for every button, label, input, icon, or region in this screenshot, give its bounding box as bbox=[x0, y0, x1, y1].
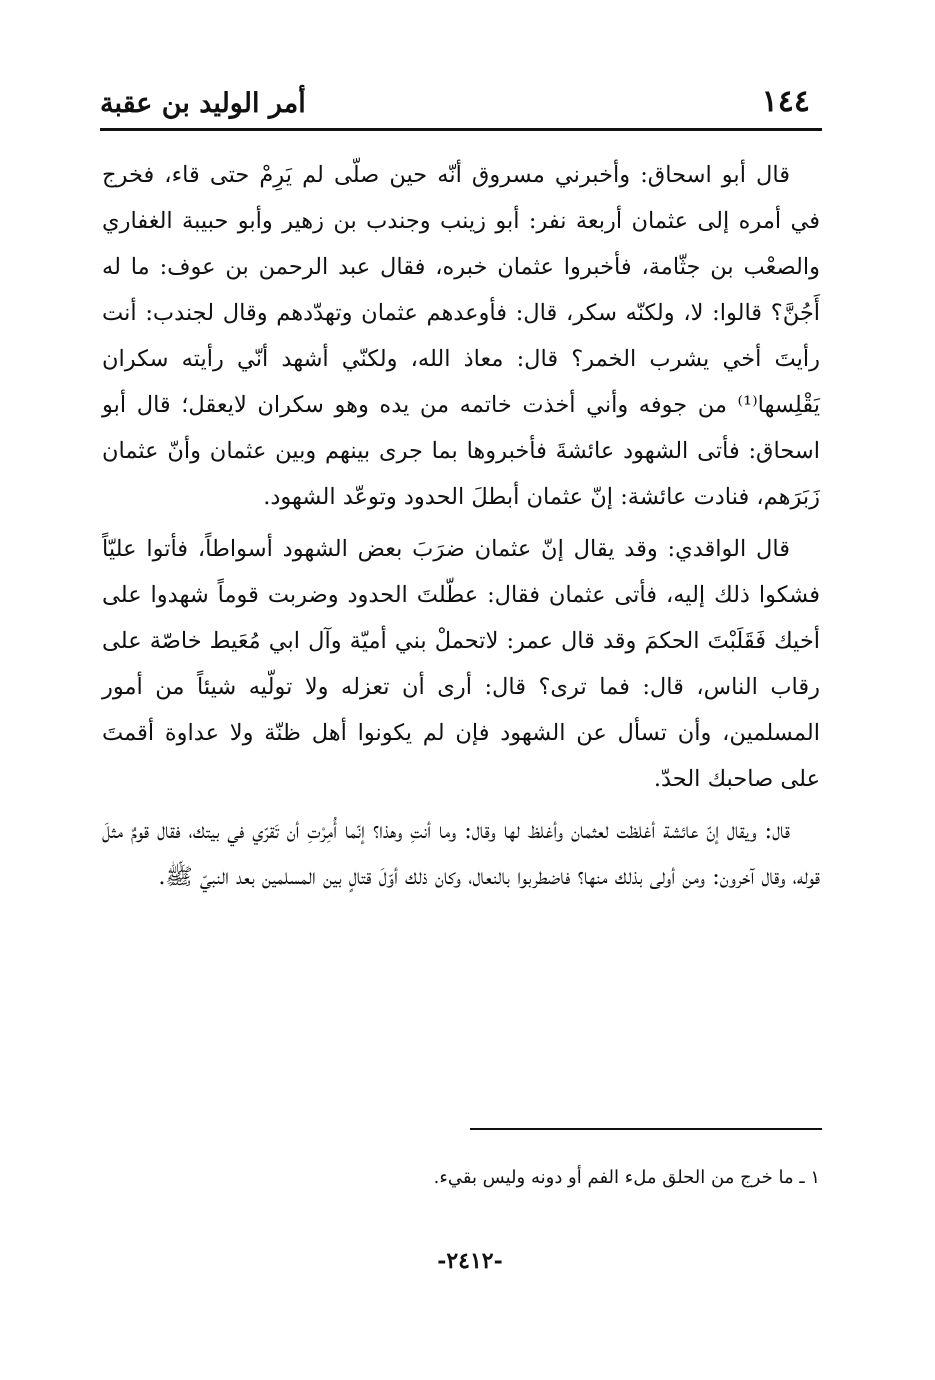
footnote-divider bbox=[470, 1128, 822, 1130]
header-divider bbox=[100, 128, 822, 131]
paragraph: قال: ويقال إنّ عائشة أغلظت لعثمان وأغلظ لها وقال: وما أنتِ وهذا؟ إنّما أُمِرْتِ أن تَقرّي في بيتك، فقال قومٌ مثلَ قوله، وقال آخرون: ومن أولى بذلك منها؟ فاضطربوا بالنعال، وكان ذلك أوّلَ قتالٍ بين المسلمين بعد النبيّ ﷺ. bbox=[102, 818, 820, 890]
page-number-header: ١٤٤ bbox=[761, 84, 810, 119]
running-header bbox=[100, 80, 822, 126]
footnote: ١ ـ ما خرج من الحلق ملء الفم أو دونه وليس بقيء. bbox=[433, 1167, 820, 1188]
paragraph: قال أبو اسحاق: وأخبرني مسروق أنّه حين صلّى لم يَرِمْ حتى قاء، فخرج في أمره إلى عثمان أربعة نفر: أبو زينب وجندب بن زهير وأبو حبيبة الغفاري والصعْب بن جثّامة، فأخبروا عثمان خبره، فقال عبد الرحمن بن عوف: ما له أَجُنَّ؟ قالوا: لا، ولكنّه سكر، قال: فأوعدهم عثمان وتهدّدهم وقال لجندب: أنت رأيتَ أخي يشرب الخمر؟ قال: معاذ الله، ولكنّي أشهد أنّي رأيته سكران يَقْلِسها⁽¹⁾ من جوفه وأني أخذت خاتمه من يده وهو سكران لايعقل؛ قال أبو اسحاق: فأتى الشهود عائشةَ فأخبروها بما جرى بينهم وبين عثمان وأنّ عثمان زَبَرَهم، فنادت عائشة: إنّ عثمان أبطلَ الحدود وتوعّد الشهود. bbox=[102, 162, 820, 510]
paragraph: قال الواقدي: وقد يقال إنّ عثمان ضرَبَ بعض الشهود أسواطاً، فأتوا عليّاً فشكوا ذلك إليه، فأتى عثمان فقال: عطّلتَ الحدود وضربت قوماً شهدوا على أخيك فَقَلَبْتَ الحكمَ وقد قال عمر: لاتحملْ بني أميّة وآل ابي مُعَيط خاصّة على رقاب الناس، قال: فما ترى؟ قال: أرى أن تعزله ولا تولّيه شيئاً من أمور المسلمين، وأن تسأل عن الشهود فإن لم يكونوا أهل ظنّة ولا عداوة أقمتَ على صاحبك الحدّ. bbox=[102, 536, 820, 792]
chapter-title: أمر الوليد بن عقبة bbox=[100, 88, 306, 119]
page-number-footer: -٢٤١٢- bbox=[437, 1248, 503, 1274]
main-text bbox=[102, 152, 820, 906]
